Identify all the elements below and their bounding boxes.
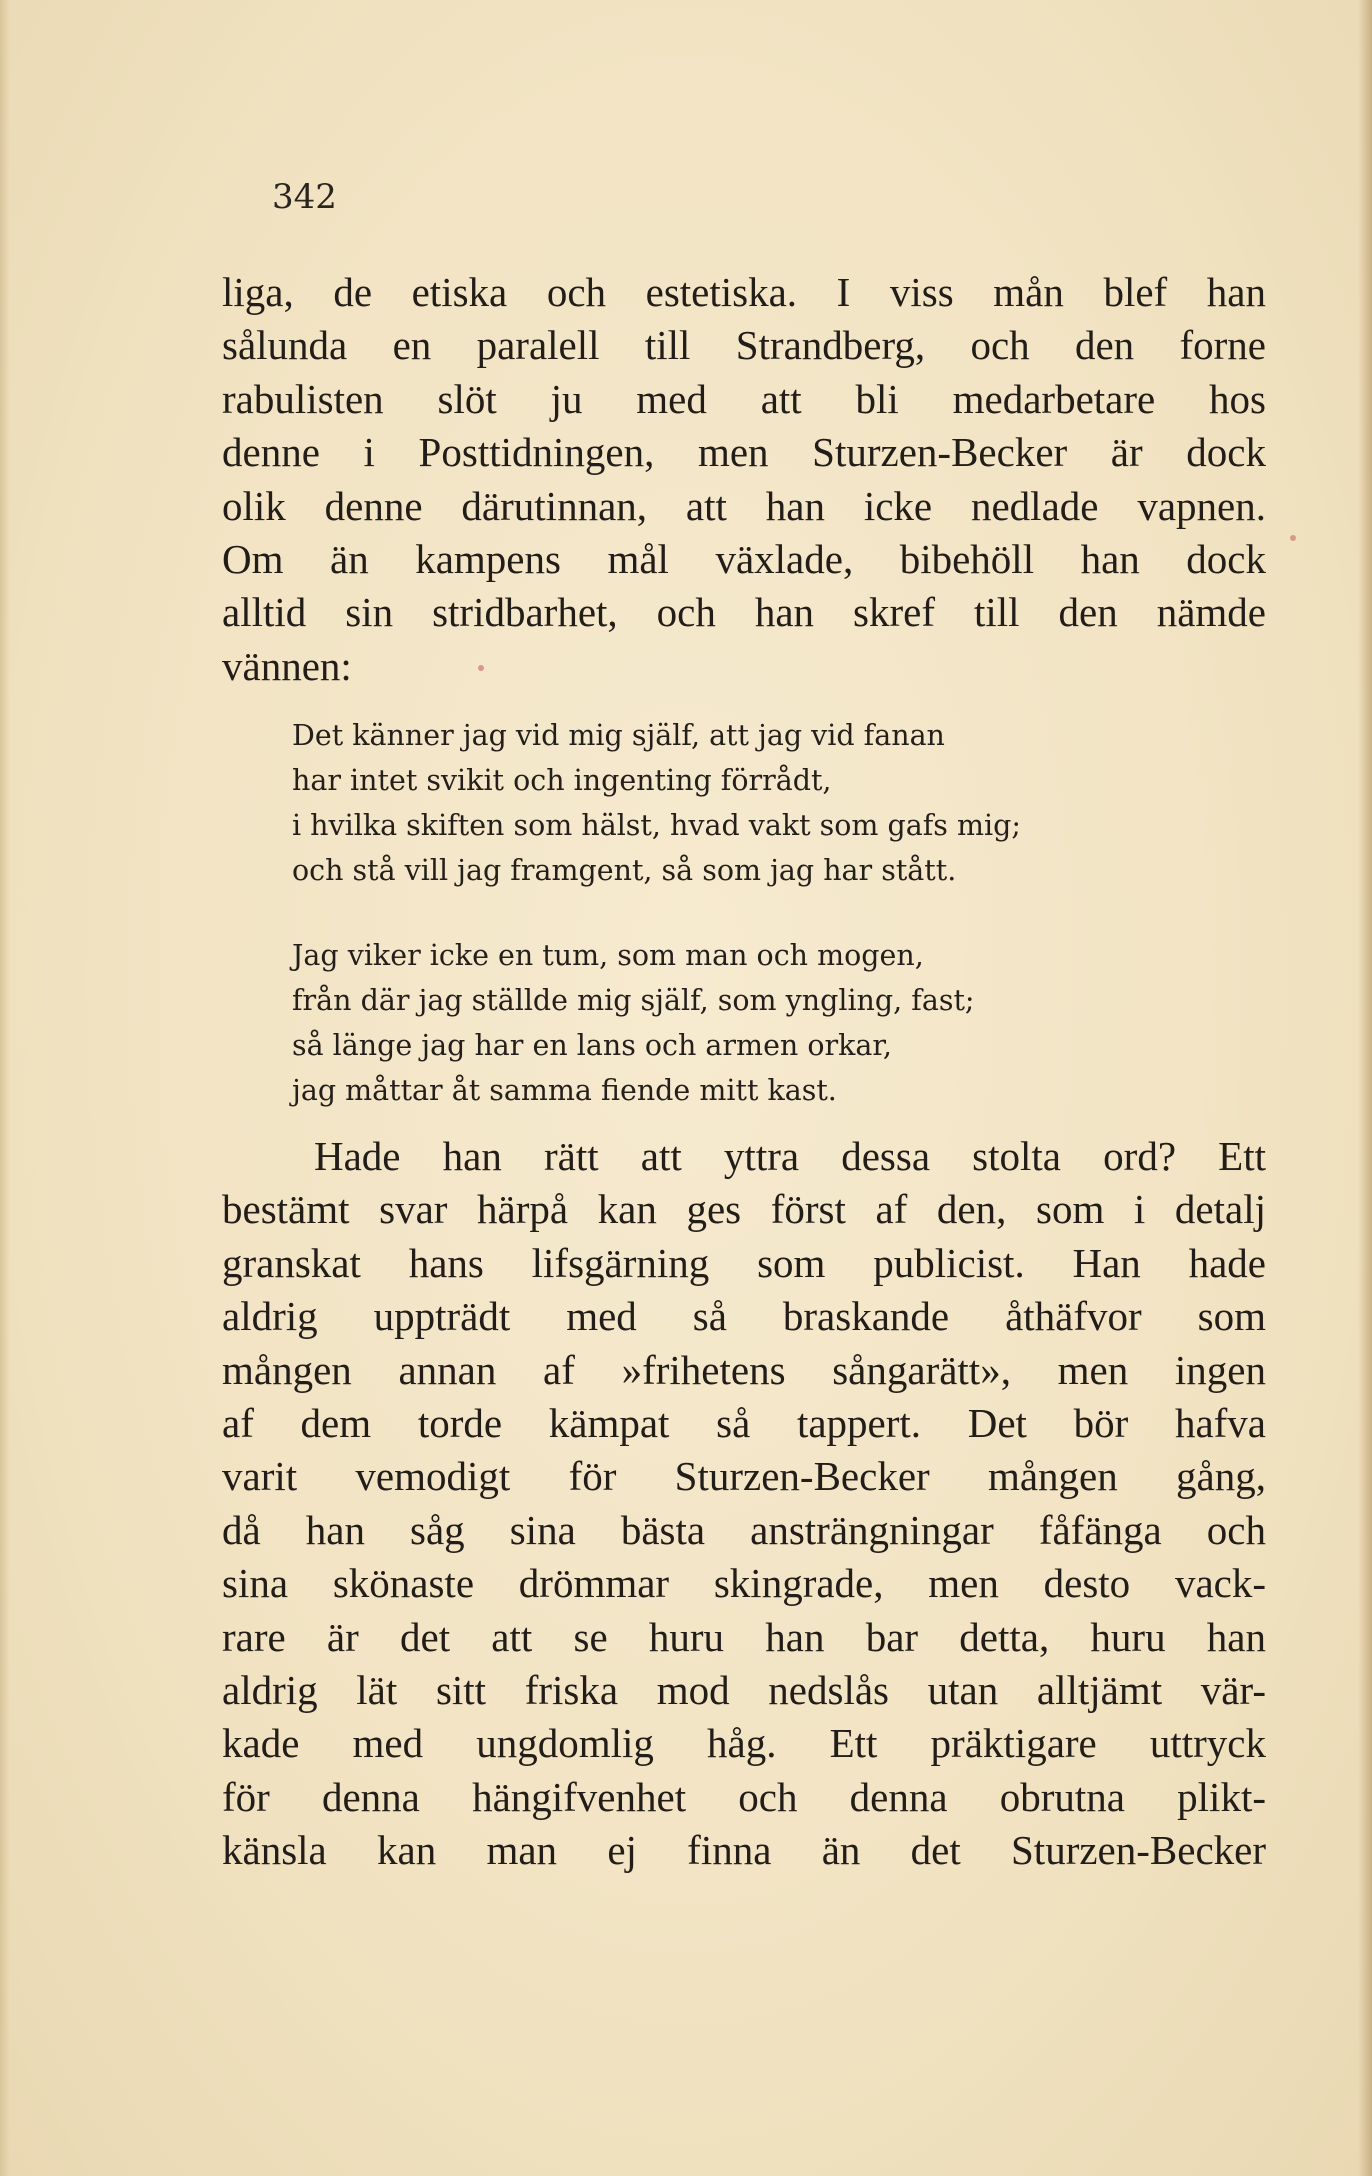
poem-line: Det känner jag vid mig själf, att jag vid fanan bbox=[292, 719, 945, 752]
poem-line: har intet svikit och ingenting förrådt, bbox=[292, 764, 832, 797]
page-edge-left bbox=[0, 0, 10, 2176]
text-line: vännen: bbox=[222, 642, 352, 689]
text-line: sålunda en paralell till Strandberg, och den forne bbox=[222, 322, 1266, 369]
text-line: granskat hans lifsgärning som publicist. Han hade bbox=[222, 1239, 1266, 1286]
poem-line: Jag viker icke en tum, som man och mogen, bbox=[292, 939, 924, 972]
text-line: kade med ungdomlig håg. Ett präktigare uttryck bbox=[222, 1720, 1266, 1767]
poem-line: så länge jag har en lans och armen orkar, bbox=[292, 1029, 892, 1062]
text-line: aldrig lät sitt friska mod nedslås utan alltjämt vär- bbox=[222, 1667, 1266, 1714]
page-number: 342 bbox=[272, 177, 337, 217]
text-line: varit vemodigt för Sturzen-Becker mången gång, bbox=[222, 1453, 1266, 1500]
poem-line: jag måttar åt samma fiende mitt kast. bbox=[292, 1074, 837, 1107]
text-line: rabulisten slöt ju med att bli medarbetare hos bbox=[222, 375, 1266, 422]
text-line: då han såg sina bästa ansträngningar fåfänga och bbox=[222, 1506, 1266, 1553]
text-line: alltid sin stridbarhet, och han skref till den nämde bbox=[222, 589, 1266, 636]
page-edge-right bbox=[1358, 0, 1372, 2176]
text-line: denne i Posttidningen, men Sturzen-Becker är dock bbox=[222, 429, 1266, 476]
text-line: känsla kan man ej finna än det Sturzen-Becker bbox=[222, 1827, 1266, 1874]
text-line: mången annan af »frihetens sångarätt», men ingen bbox=[222, 1346, 1266, 1393]
text-line: aldrig uppträdt med så braskande åthäfvor som bbox=[222, 1293, 1266, 1340]
poem-stanza-1 bbox=[292, 713, 1021, 893]
poem-line: och stå vill jag framgent, så som jag har stått. bbox=[292, 854, 957, 887]
text-line: af dem torde kämpat så tappert. Det bör hafva bbox=[222, 1400, 1266, 1447]
text-line: olik denne därutinnan, att han icke nedlade vapnen. bbox=[222, 482, 1266, 529]
poem-stanza-2 bbox=[292, 933, 975, 1113]
text-line: Hade han rätt att yttra dessa stolta ord? Ett bbox=[314, 1133, 1266, 1179]
text-line: Om än kampens mål växlade, bibehöll han dock bbox=[222, 536, 1266, 583]
text-line: rare är det att se huru han bar detta, huru han bbox=[222, 1613, 1266, 1660]
poem-line: i hvilka skiften som hälst, hvad vakt som gafs mig; bbox=[292, 809, 1021, 842]
poem-line: från där jag ställde mig själf, som yngling, fast; bbox=[292, 984, 975, 1017]
ink-speck bbox=[478, 665, 484, 671]
text-line: bestämt svar härpå kan ges först af den, som i detalj bbox=[222, 1186, 1266, 1233]
paragraph-1 bbox=[222, 266, 1266, 693]
paragraph-2 bbox=[222, 1130, 1266, 1878]
text-line: för denna hängifvenhet och denna obrutna plikt- bbox=[222, 1773, 1266, 1820]
ink-speck bbox=[1290, 535, 1296, 541]
text-line: sina skönaste drömmar skingrade, men desto vack- bbox=[222, 1560, 1266, 1607]
text-line: liga, de etiska och estetiska. I viss mån blef han bbox=[222, 269, 1266, 315]
